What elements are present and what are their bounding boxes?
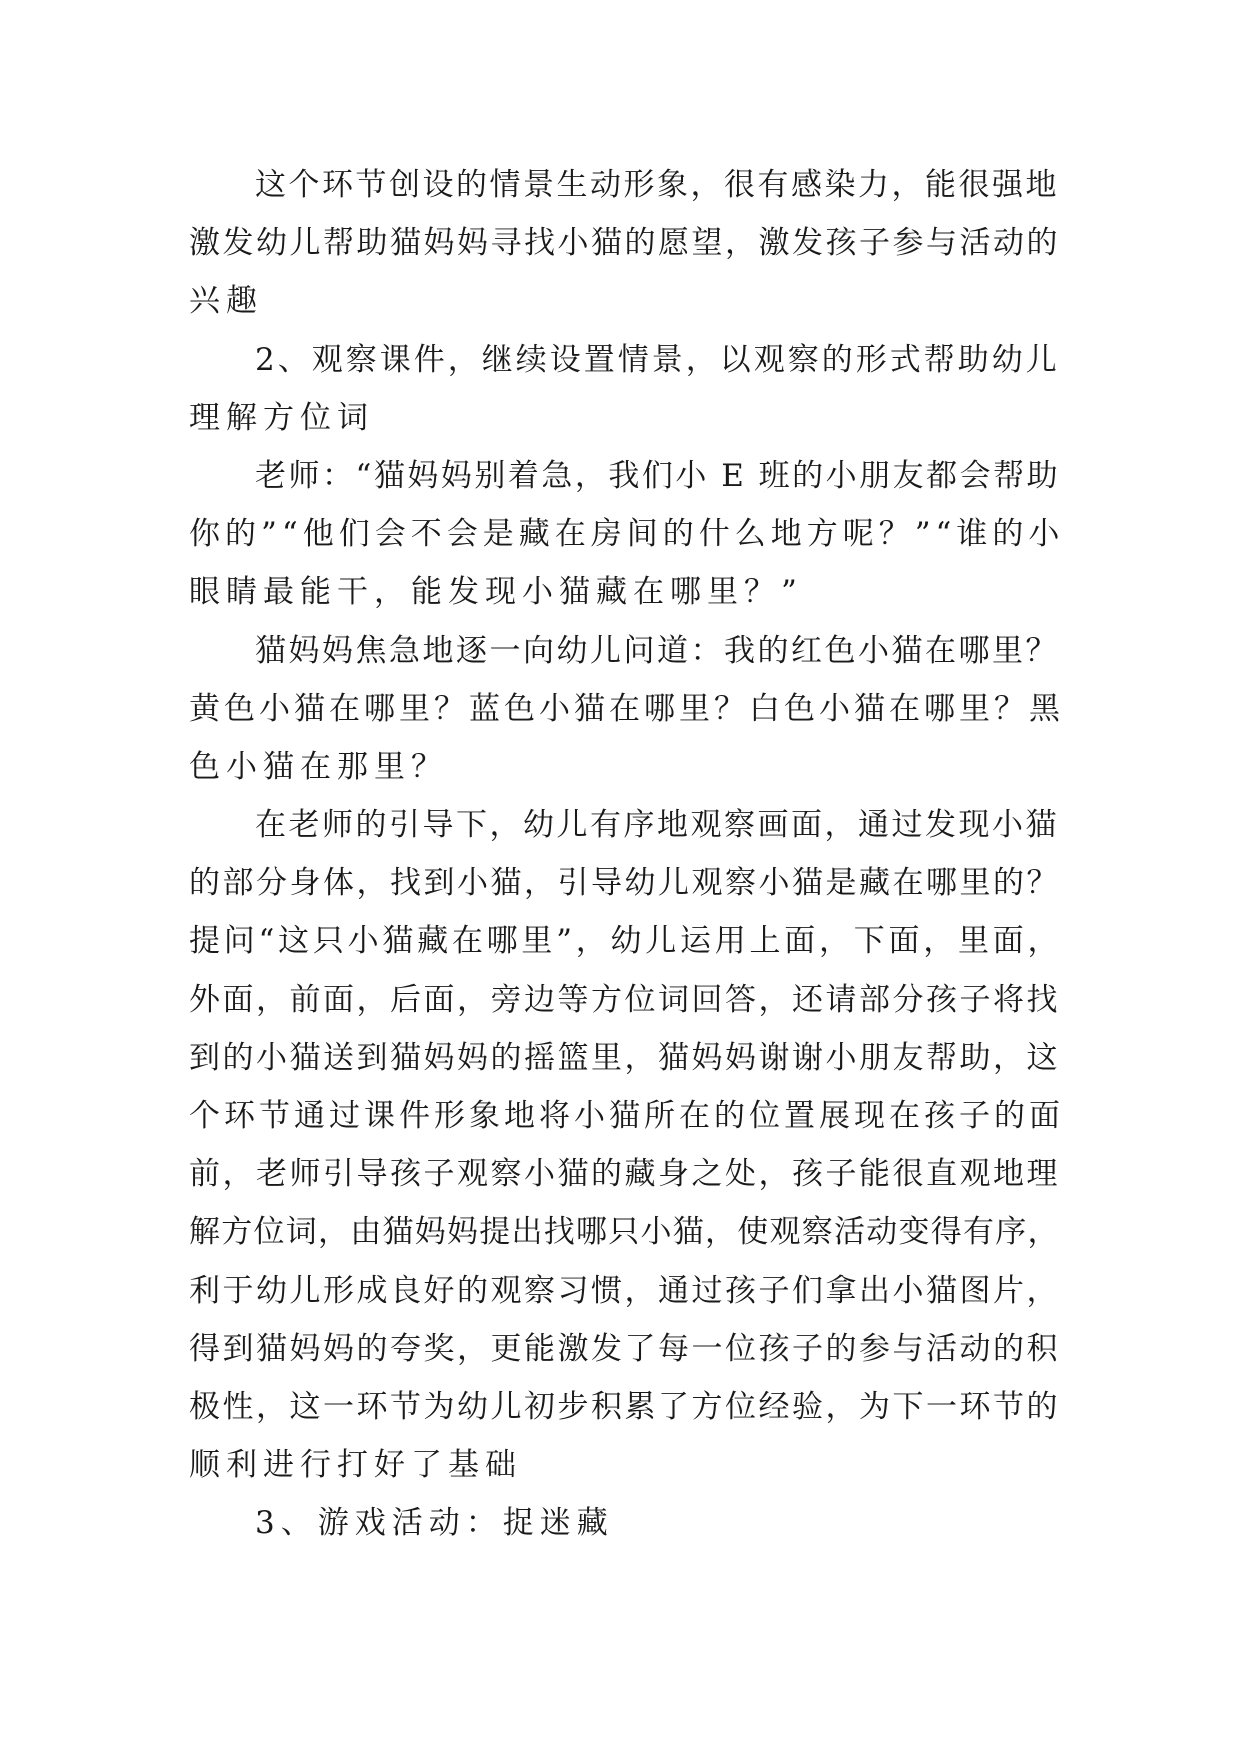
paragraph bbox=[189, 331, 1059, 447]
text-line: 眼睛最能干，能发现小猫藏在哪里？” bbox=[189, 574, 803, 611]
text-line: 激发幼儿帮助猫妈妈寻找小猫的愿望，激发孩子参与活动的 bbox=[189, 225, 1060, 262]
text-line: 个环节通过课件形象地将小猫所在的位置展现在孩子的面 bbox=[189, 1098, 1064, 1134]
text-line: 得到猫妈妈的夸奖，更能激发了每一位孩子的参与活动的积 bbox=[189, 1330, 1060, 1367]
text-line: 到的小猫送到猫妈妈的摇篮里，猫妈妈谢谢小朋友帮助，这 bbox=[189, 1039, 1060, 1076]
paragraph bbox=[189, 622, 1064, 797]
text-line: 这个环节创设的情景生动形象，很有感染力，能很强地 bbox=[255, 167, 1059, 203]
text-line: 利于幼儿形成良好的观察习惯，通过孩子们拿出小猫图片， bbox=[189, 1272, 1060, 1309]
text-line: 兴趣 bbox=[189, 283, 263, 320]
text-line: 提问“这只小猫藏在哪里”，幼儿运用上面，下面，里面， bbox=[189, 923, 1063, 960]
text-line: 外面，前面，后面，旁边等方位词回答，还请部分孩子将找 bbox=[189, 981, 1060, 1018]
text-line: 在老师的引导下，幼儿有序地观察画面，通过发现小猫 bbox=[255, 807, 1059, 844]
text-line: 2、观察课件，继续设置情景，以观察的形式帮助幼儿 bbox=[255, 341, 1060, 378]
text-line: 的部分身体，找到小猫，引导幼儿观察小猫是藏在哪里的？ bbox=[189, 865, 1060, 902]
paragraph bbox=[189, 156, 1059, 331]
paragraph bbox=[189, 1494, 1059, 1552]
text-line: 前，老师引导孩子观察小猫的藏身之处，孩子能很直观地理 bbox=[189, 1156, 1060, 1193]
text-line: 你的”“他们会不会是藏在房间的什么地方呢？”“谁的小 bbox=[189, 516, 1065, 553]
text-line: 3、游戏活动：捉迷藏 bbox=[255, 1505, 614, 1542]
document-body bbox=[189, 156, 1065, 1553]
text-line: 黄色小猫在哪里？蓝色小猫在哪里？白色小猫在哪里？黑 bbox=[189, 690, 1064, 727]
text-line: 猫妈妈焦急地逐一向幼儿问道：我的红色小猫在哪里？ bbox=[255, 632, 1059, 669]
text-line: 色小猫在那里？ bbox=[189, 748, 448, 785]
text-line: 老师：“猫妈妈别着急，我们小 E 班的小朋友都会帮助 bbox=[255, 457, 1061, 494]
text-line: 解方位词，由猫妈妈提出找哪只小猫，使观察活动变得有序， bbox=[189, 1214, 1060, 1251]
paragraph bbox=[189, 447, 1065, 622]
paragraph bbox=[189, 796, 1064, 1494]
text-line: 极性，这一环节为幼儿初步积累了方位经验，为下一环节的 bbox=[189, 1388, 1060, 1425]
text-line: 顺利进行打好了基础 bbox=[189, 1447, 522, 1484]
text-line: 理解方位词 bbox=[189, 399, 374, 436]
